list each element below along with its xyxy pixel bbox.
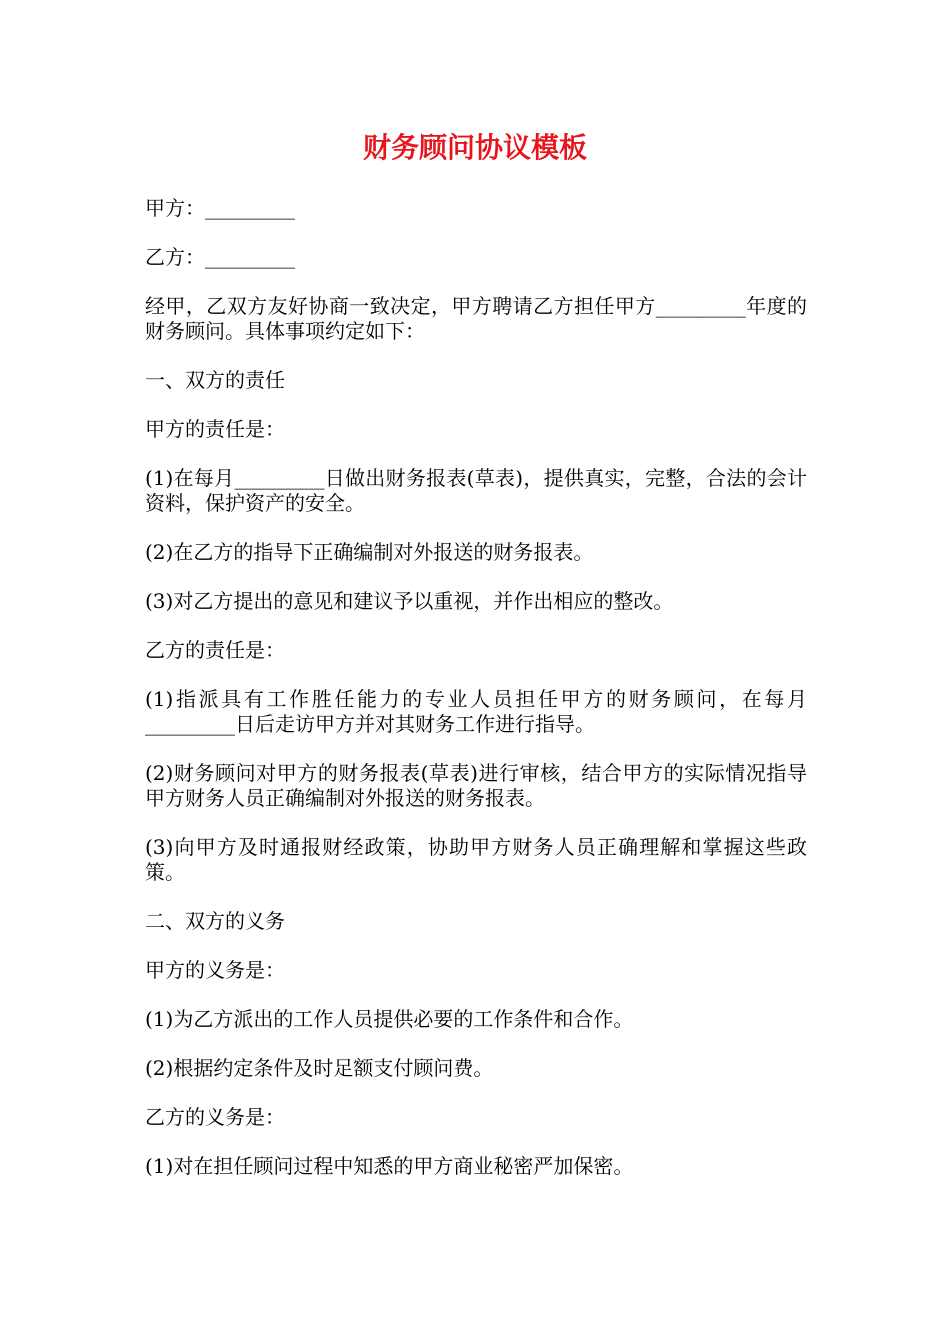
party-a-responsibilities-heading: 甲方的责任是： (145, 417, 285, 441)
party-b-responsibility-2: (2)财务顾问对甲方的财务报表(草表)进行审核，结合甲方的实际情况指导甲方财务人员正确编制对外报送的财务报表。 (145, 761, 807, 810)
document-title: 财务顾问协议模板 (362, 131, 587, 164)
party-a-line: 甲方：_________ (145, 196, 295, 220)
party-b-responsibility-1: (1)指派具有工作胜任能力的专业人员担任甲方的财务顾问，在每月_________日后走访甲方并对其财务工作进行指导。 (145, 687, 807, 736)
party-b-line: 乙方：_________ (145, 245, 295, 269)
intro-paragraph: 经甲，乙双方友好协商一致决定，甲方聘请乙方担任甲方_________年度的财务顾问。具体事项约定如下： (145, 294, 807, 343)
party-a-responsibility-3: (3)对乙方提出的意见和建议予以重视，并作出相应的整改。 (145, 589, 674, 613)
section-heading-obligations: 二、双方的义务 (145, 909, 285, 933)
party-b-responsibility-3: (3)向甲方及时通报财经政策，协助甲方财务人员正确理解和掌握这些政策。 (145, 835, 807, 884)
party-a-obligation-2: (2)根据约定条件及时足额支付顾问费。 (145, 1056, 494, 1080)
party-b-responsibilities-heading: 乙方的责任是： (145, 638, 285, 662)
party-a-responsibility-1: (1)在每月_________日做出财务报表(草表)，提供真实，完整，合法的会计资料，保护资产的安全。 (145, 466, 807, 515)
party-b-obligation-1: (1)对在担任顾问过程中知悉的甲方商业秘密严加保密。 (145, 1154, 634, 1178)
document-body (145, 196, 807, 1203)
party-a-obligation-1: (1)为乙方派出的工作人员提供必要的工作条件和合作。 (145, 1007, 634, 1031)
party-a-obligations-heading: 甲方的义务是： (145, 958, 285, 982)
party-b-obligations-heading: 乙方的义务是： (145, 1105, 285, 1129)
party-a-responsibility-2: (2)在乙方的指导下正确编制对外报送的财务报表。 (145, 540, 594, 564)
section-heading-responsibilities: 一、双方的责任 (145, 368, 285, 392)
